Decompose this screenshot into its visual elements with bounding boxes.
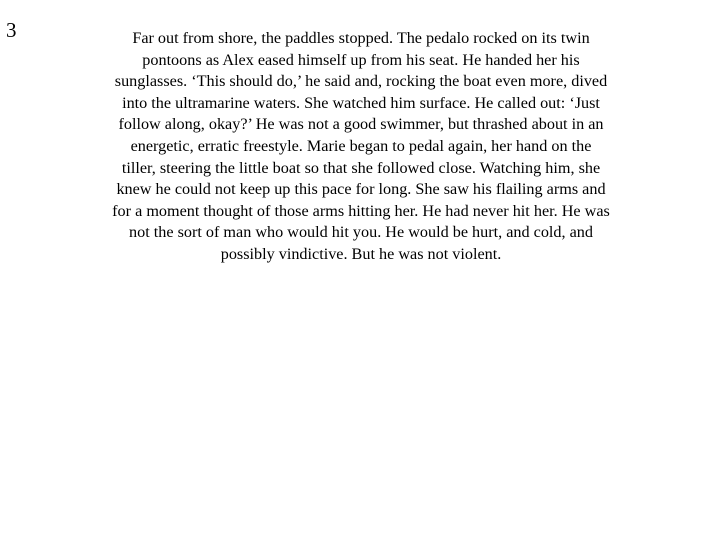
passage-text: Far out from shore, the paddles stopped. The pedalo rocked on its twin pontoons as Alex eased himself up from his seat. He handed her his sunglasses. ‘This should do,’ he said and, rocking the boat even more, dived into the ultramarine waters. She watched him surface. He called out: ‘Just follow along, okay?’ He was not a good swimmer, but thrashed about in an energetic, erratic freestyle. Marie began to pedal again, her hand on the tiller, steering the little boat so that she followed close. Watching him, she knew he could not keep up this pace for long. She saw his flailing arms and for a moment thought of those arms hitting her. He had never hit her. He was not the sort of man who would hit you. He would be hurt, and cold, and possibly vindictive. But he was not violent. [112, 29, 610, 263]
slide-number: 3 [6, 18, 17, 42]
